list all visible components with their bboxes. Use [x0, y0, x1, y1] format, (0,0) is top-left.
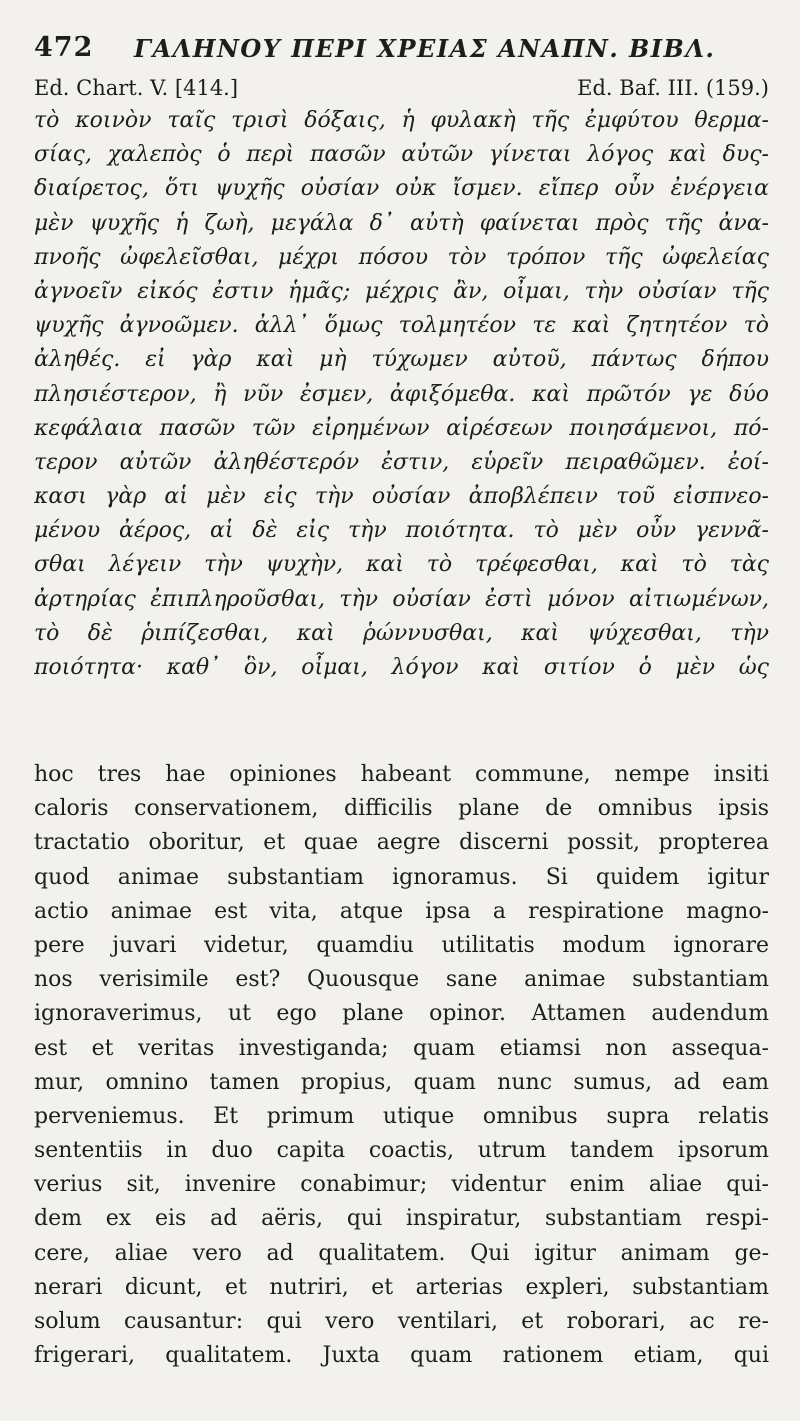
latin-text-line: dem ex eis ad aëris, qui inspiratur, substantiam respi- — [34, 1206, 769, 1232]
latin-text-line: verius sit, invenire conabimur; videntur enim aliae qui- — [34, 1172, 769, 1198]
page-header — [34, 28, 774, 68]
page-number: 472 — [34, 32, 94, 63]
latin-text-line: tractatio oboritur, et quae aegre discerni possit, propterea — [34, 830, 769, 856]
greek-text-line: ψυχῆς ἀγνοῶμεν. ἀλλ᾽ ὅμως τολμητέον τε καὶ ζητητέον τὸ — [34, 313, 769, 339]
greek-text-line: ἀγνοεῖν εἰκός ἐστιν ἡμᾶς; μέχρις ἂν, οἶμαι, τὴν οὐσίαν τῆς — [34, 278, 769, 304]
latin-text-line: quod animae substantiam ignoramus. Si quidem igitur — [34, 864, 769, 890]
greek-text-line: τὸ κοινὸν ταῖς τρισὶ δόξαις, ἡ φυλακὴ τῆς ἐμφύτου θερμα- — [34, 108, 769, 133]
greek-text-line: ποιότητα· καθ᾽ ὃν, οἶμαι, λόγον καὶ σιτίον ὁ μὲν ὡς — [34, 655, 769, 680]
greek-text-line: κασι γὰρ αἱ μὲν εἰς τὴν οὐσίαν ἀποβλέπειν τοῦ εἰσπνεο- — [34, 484, 769, 510]
greek-text-line: πλησιέστερον, ἢ νῦν ἐσμεν, ἀφιξόμεθα. καὶ πρῶτόν γε δύο — [34, 381, 769, 407]
latin-text-line: pere juvari videtur, quamdiu utilitatis modum ignorare — [34, 932, 769, 958]
greek-text-line: διαίρετος, ὅτι ψυχῆς οὐσίαν οὐκ ἴσμεν. εἴπερ οὖν ἐνέργεια — [34, 176, 769, 202]
latin-text-line: cere, aliae vero ad qualitatem. Qui igitur animam ge- — [34, 1240, 769, 1266]
greek-text-line: σίας, χαλεπὸς ὁ περὶ πασῶν αὐτῶν γίνεται λόγος καὶ δυς- — [34, 142, 769, 168]
latin-text-line: nerari dicunt, et nutriri, et arterias expleri, substantiam — [34, 1274, 769, 1300]
latin-text-line: hoc tres hae opiniones habeant commune, nempe insiti — [34, 762, 769, 787]
running-title: ΓΑΛΗΝΟΥ ΠΕΡΙ ΧΡΕΙΑΣ ΑΝΑΠΝ. ΒΙΒΛ. — [134, 34, 716, 63]
edition-basel-reference: Ed. Baf. III. (159.) — [577, 76, 769, 100]
latin-text-line: est et veritas investiganda; quam etiamsi non assequa- — [34, 1035, 769, 1061]
latin-text-line: mur, omnino tamen propius, quam nunc sumus, ad eam — [34, 1069, 769, 1095]
latin-text-line: caloris conservationem, difficilis plane de omnibus ipsis — [34, 796, 769, 822]
greek-text-line: ἀληθές. εἰ γὰρ καὶ μὴ τύχωμεν αὐτοῦ, πάντως δήπου — [34, 347, 769, 373]
latin-text-line: perveniemus. Et primum utique omnibus supra relatis — [34, 1103, 769, 1129]
greek-text-line: μὲν ψυχῆς ἡ ζωὴ, μεγάλα δ᾽ αὐτὴ φαίνεται πρὸς τῆς ἀνα- — [34, 210, 769, 236]
greek-text-line: μένου ἀέρος, αἱ δὲ εἰς τὴν ποιότητα. τὸ μὲν οὖν γεννᾶ- — [34, 518, 769, 544]
greek-text-line: τερον αὐτῶν ἀληθέστερόν ἐστιν, εὑρεῖν πειραθῶμεν. ἐοί- — [34, 449, 769, 475]
greek-text-line: πνοῆς ὠφελεῖσθαι, μέχρι πόσου τὸν τρόπον τῆς ὠφελείας — [34, 244, 769, 270]
latin-text-line: ignoraverimus, ut ego plane opinor. Attamen audendum — [34, 1001, 769, 1027]
greek-text-line: τὸ δὲ ῥιπίζεσθαι, καὶ ῥώννυσθαι, καὶ ψύχεσθαι, τὴν — [34, 620, 769, 646]
latin-text-line: solum causantur: qui vero ventilari, et roborari, ac re- — [34, 1309, 769, 1334]
latin-text-line: actio animae est vita, atque ipsa a respiratione magno- — [34, 898, 769, 924]
greek-text-line: κεφάλαια πασῶν τῶν εἰρημένων αἱρέσεων ποιησάμενοι, πό- — [34, 415, 769, 441]
latin-text-block — [34, 758, 769, 1373]
edition-chart-reference: Ed. Chart. V. [414.] — [34, 76, 239, 100]
latin-text-line: sententiis in duo capita coactis, utrum tandem ipsorum — [34, 1138, 769, 1164]
greek-text-line: ἀρτηρίας ἐπιπληροῦσθαι, τὴν οὐσίαν ἐστὶ μόνον αἰτιωμένων, — [34, 586, 769, 612]
edition-references — [34, 76, 769, 106]
greek-text-line: σθαι λέγειν τὴν ψυχὴν, καὶ τὸ τρέφεσθαι, καὶ τὸ τὰς — [34, 552, 769, 578]
latin-text-line: frigerari, qualitatem. Juxta quam rationem etiam, qui — [34, 1343, 769, 1369]
latin-text-line: nos verisimile est? Quousque sane animae substantiam — [34, 967, 769, 993]
greek-text-block — [34, 104, 769, 685]
